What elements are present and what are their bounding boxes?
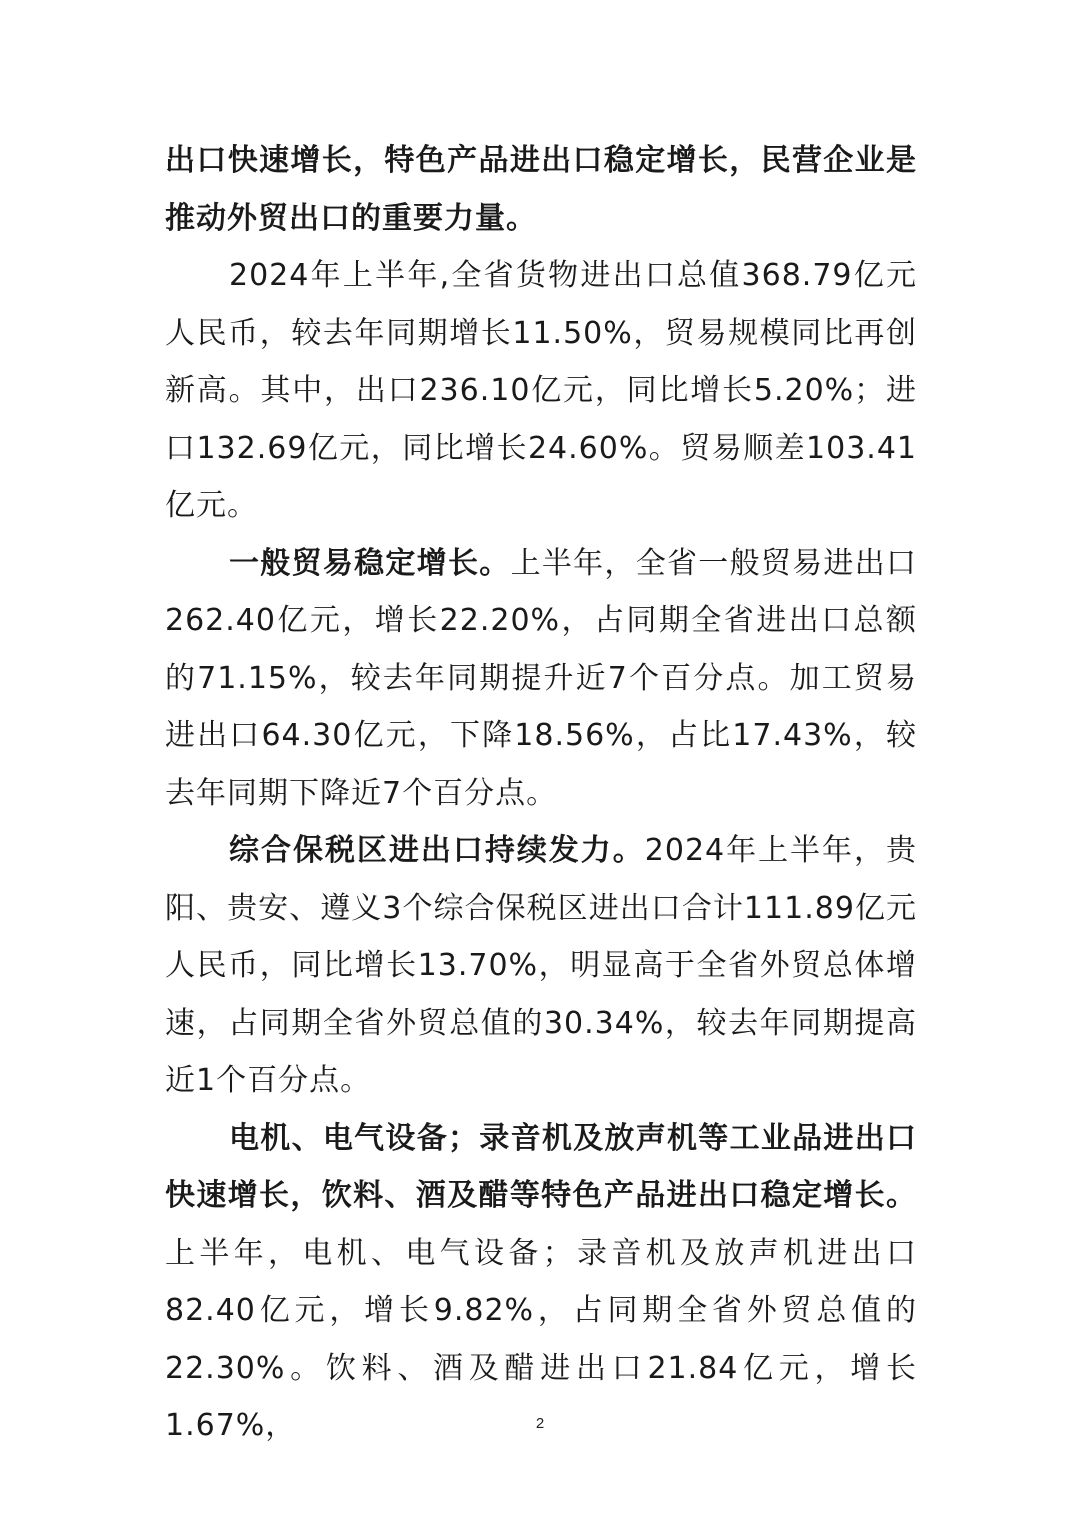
bold-heading: 电机、电气设备；录音机及放声机等工业品进出口快速增长，饮料、酒及醋等特色产品进出口稳定增长。 xyxy=(165,1120,917,1213)
document-body xyxy=(165,132,917,1455)
body-text: 上半年，全省一般贸易进出口262.40亿元，增长22.20%，占同期全省进出口总额的71.15%，较去年同期提升近7个百分点。加工贸易进出口64.30亿元，下降18.56%，占比17.43%，较去年同期下降近7个百分点。 xyxy=(165,545,918,811)
paragraph-bonded-zone xyxy=(165,822,917,1110)
paragraph-trade-overview xyxy=(165,247,917,535)
body-text: 2024年上半年，贵阳、贵安、遵义3个综合保税区进出口合计111.89亿元人民币，同比增长13.70%，明显高于全省外贸总体增速，占同期全省外贸总值的30.34%，较去年同期提高近1个百分点。 xyxy=(165,833,917,1098)
bold-text: 出口快速增长，特色产品进出口稳定增长，民营企业是推动外贸出口的重要力量。 xyxy=(165,143,917,236)
paragraph-continuation xyxy=(165,132,917,247)
body-text: 2024年上半年,全省货物进出口总值368.79亿元人民币，较去年同期增长11.50%，贸易规模同比再创新高。其中，出口236.10亿元，同比增长5.20%；进口132.69亿元，同比增长24.60%。贸易顺差103.41亿元。 xyxy=(165,258,917,523)
bold-heading: 综合保税区进出口持续发力。 xyxy=(229,833,645,868)
paragraph-industrial-products xyxy=(165,1110,917,1455)
body-text: 上半年，电机、电气设备；录音机及放声机进出口82.40亿元，增长9.82%，占同期全省外贸总值的22.30%。饮料、酒及醋进出口21.84亿元，增长1.67%， xyxy=(165,1235,917,1443)
page-number: 2 xyxy=(535,1415,545,1432)
bold-heading: 一般贸易稳定增长。 xyxy=(229,545,511,581)
paragraph-general-trade xyxy=(165,535,917,823)
